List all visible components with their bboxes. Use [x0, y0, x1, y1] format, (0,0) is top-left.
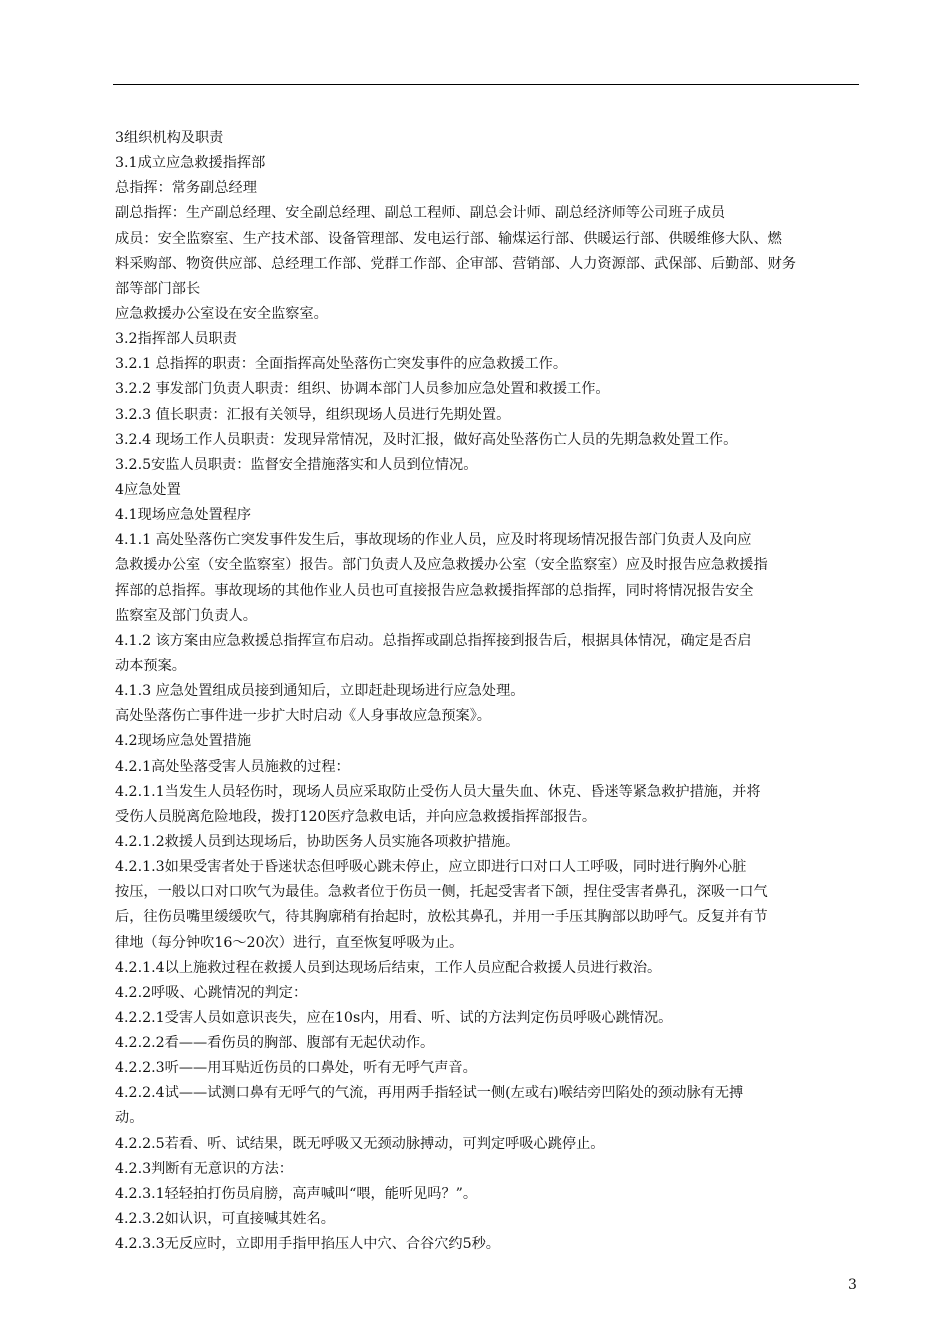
text-line: 4.1现场应急处置程序 — [115, 507, 252, 524]
text-line: 4.2.3判断有无意识的方法： — [115, 1160, 293, 1177]
text-line: 4.1.1 高处坠落伤亡突发事件发生后，事故现场的作业人员，应及时将现场情况报告部门负责人及向应 — [115, 532, 752, 549]
header-rule — [113, 84, 859, 85]
text-line: 3.2.1 总指挥的职责：全面指挥高处坠落伤亡突发事件的应急救援工作。 — [115, 356, 568, 373]
text-line: 3组织机构及职责 — [115, 130, 224, 146]
text-line: 挥部的总指挥。事故现场的其他作业人员也可直接报告应急救援指挥部的总指挥，同时将情况报告安全 — [115, 582, 754, 599]
text-line: 后，往伤员嘴里缓缓吹气，待其胸廓稍有抬起时，放松其鼻孔，并用一手压其胸部以助呼气。反复并有节 — [115, 909, 768, 926]
text-line: 总指挥：常务副总经理 — [115, 180, 257, 197]
text-line: 4.2.3.2如认识，可直接喊其姓名。 — [115, 1211, 335, 1228]
text-line: 3.2.3 值长职责：汇报有关领导，组织现场人员进行先期处置。 — [115, 406, 511, 423]
document-body — [115, 126, 857, 1257]
text-line: 4.2.2.1受害人员如意识丧失，应在10s内，用看、听、试的方法判定伤员呼吸心跳情况。 — [115, 1009, 673, 1026]
text-line: 高处坠落伤亡事件进一步扩大时启动《人身事故应急预案》。 — [115, 708, 491, 725]
text-line: 3.1成立应急救援指挥部 — [115, 155, 266, 172]
text-line: 4.2.3.1轻轻拍打伤员肩膀，高声喊叫“喂，能听见吗？”。 — [115, 1185, 478, 1202]
text-line: 副总指挥：生产副总经理、安全副总经理、副总工程师、副总会计师、副总经济师等公司班子成员 — [115, 205, 726, 222]
text-line: 4.2.1.2救援人员到达现场后，协助医务人员实施各项救护措施。 — [115, 833, 520, 850]
text-line: 4.2.2呼吸、心跳情况的判定： — [115, 984, 308, 1001]
text-line: 按压，一般以口对口吹气为最佳。急救者位于伤员一侧，托起受害者下颌，捏住受害者鼻孔，深吸一口气 — [115, 884, 768, 901]
text-line: 4应急处置 — [115, 481, 181, 498]
text-line: 3.2.2 事发部门负责人职责：组织、协调本部门人员参加应急处置和救援工作。 — [115, 381, 610, 398]
text-line: 4.2.1高处坠落受害人员施救的过程： — [115, 758, 350, 775]
text-line: 急救援办公室（安全监察室）报告。部门负责人及应急救援办公室（安全监察室）应及时报告应急救援指 — [115, 557, 768, 574]
text-line: 4.2现场应急处置措施 — [115, 733, 252, 750]
text-line: 动本预案。 — [115, 657, 186, 674]
text-line: 受伤人员脱离危险地段，拨打120医疗急救电话，并向应急救援指挥部报告。 — [115, 808, 597, 825]
text-line: 律地（每分钟吹16～20次）进行，直至恢复呼吸为止。 — [115, 934, 464, 951]
text-line: 监察室及部门负责人。 — [115, 607, 257, 624]
text-line: 4.2.2.5若看、听、试结果，既无呼吸又无颈动脉搏动，可判定呼吸心跳停止。 — [115, 1135, 605, 1152]
text-line: 4.2.3.3无反应时，立即用手指甲掐压人中穴、合谷穴约5秒。 — [115, 1236, 500, 1253]
text-line: 4.2.2.3听——用耳贴近伤员的口鼻处，听有无呼气声音。 — [115, 1060, 477, 1077]
text-line: 4.2.2.4试——试测口鼻有无呼气的气流，再用两手指轻试一侧(左或右)喉结旁凹陷处的颈动脉有无搏 — [115, 1085, 744, 1102]
text-line: 3.2指挥部人员职责 — [115, 331, 237, 348]
page-number: 3 — [848, 1277, 857, 1293]
text-line: 3.2.5安监人员职责：监督安全措施落实和人员到位情况。 — [115, 456, 478, 473]
text-line: 动。 — [115, 1110, 144, 1127]
text-line: 料采购部、物资供应部、总经理工作部、党群工作部、企审部、营销部、人力资源部、武保部、后勤部、财务 — [115, 255, 797, 272]
text-line: 部等部门部长 — [115, 280, 201, 297]
text-line: 4.2.1.4以上施救过程在救援人员到达现场后结束，工作人员应配合救援人员进行救治。 — [115, 959, 662, 976]
text-line: 4.2.1.1当发生人员轻伤时，现场人员应采取防止受伤人员大量失血、休克、昏迷等紧急救护措施，并将 — [115, 783, 761, 800]
text-line: 应急救援办公室设在安全监察室。 — [115, 305, 328, 322]
text-line: 成员：安全监察室、生产技术部、设备管理部、发电运行部、输煤运行部、供暖运行部、供暖维修大队、燃 — [115, 230, 782, 247]
text-line: 3.2.4 现场工作人员职责：发现异常情况，及时汇报，做好高处坠落伤亡人员的先期急救处置工作。 — [115, 431, 738, 448]
text-line: 4.1.3 应急处置组成员接到通知后，立即赶赴现场进行应急处理。 — [115, 683, 525, 700]
text-line: 4.1.2 该方案由应急救援总指挥宣布启动。总指挥或副总指挥接到报告后，根据具体情况，确定是否启 — [115, 632, 752, 649]
text-line: 4.2.2.2看——看伤员的胸部、腹部有无起伏动作。 — [115, 1035, 435, 1052]
text-line: 4.2.1.3如果受害者处于昏迷状态但呼吸心跳未停止，应立即进行口对口人工呼吸，同时进行胸外心脏 — [115, 859, 747, 876]
